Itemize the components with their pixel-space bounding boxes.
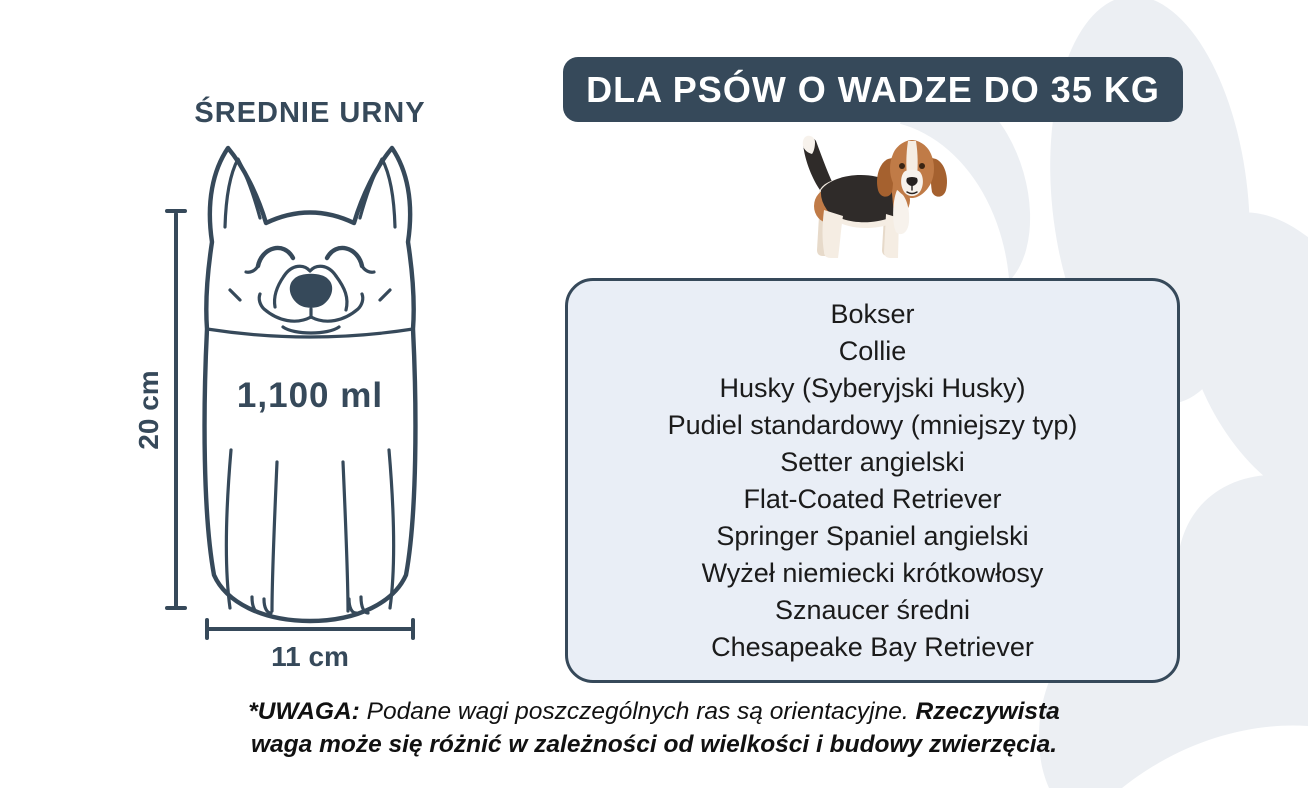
breed-item: Pudiel standardowy (mniejszy typ) — [667, 409, 1078, 440]
breed-item: Chesapeake Bay Retriever — [711, 631, 1034, 662]
weight-header-banner — [563, 57, 1183, 122]
breed-item: Husky (Syberyjski Husky) — [719, 372, 1026, 403]
height-dimension-cap-top — [165, 209, 187, 213]
width-dimension-line — [207, 627, 413, 631]
breed-item: Sznaucer średni — [774, 594, 971, 625]
footer-note — [224, 695, 1084, 761]
breed-item: Springer Spaniel angielski — [716, 520, 1029, 551]
urn-volume-label: 1,100 ml — [236, 376, 384, 415]
breed-item: Flat-Coated Retriever — [743, 483, 1002, 514]
width-dimension-cap-left — [205, 618, 209, 640]
urn-height-label: 20 cm — [133, 370, 164, 450]
breed-list — [668, 296, 1078, 666]
beagle-icon — [797, 132, 952, 262]
left-panel-title: ŚREDNIE URNY — [194, 97, 426, 129]
breed-item: Collie — [838, 335, 907, 366]
height-dimension-line — [174, 212, 178, 608]
footer-note-regular: Podane wagi poszczególnych ras są orientacyjne. — [359, 698, 916, 725]
footer-note-label: *UWAGA: — [248, 698, 360, 725]
footer-note-bold: Rzeczywista waga może się różnić w zależności od wielkości i budowy zwierzęcia. — [250, 698, 1060, 758]
breed-item: Setter angielski — [780, 446, 965, 477]
urn-width-label: 11 cm — [271, 641, 349, 672]
width-dimension-cap-right — [411, 618, 415, 640]
breed-item: Bokser — [830, 298, 915, 329]
height-dimension-cap-bottom — [165, 606, 187, 610]
weight-header-text: DLA PSÓW O WADZE DO 35 KG — [586, 68, 1160, 110]
breed-item: Wyżeł niemiecki krótkowłosy — [701, 557, 1044, 588]
breed-list-box — [565, 278, 1180, 683]
